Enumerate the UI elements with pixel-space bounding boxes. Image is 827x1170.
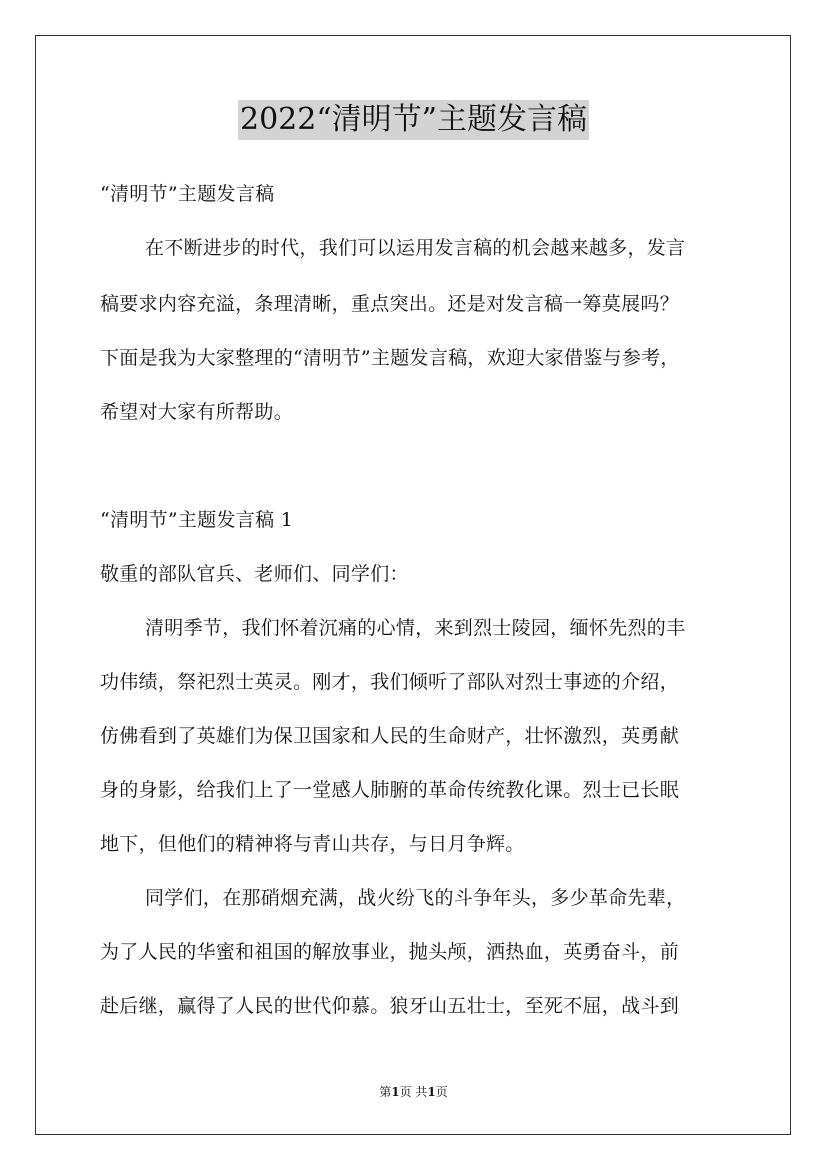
page-footer [0, 1084, 827, 1100]
intro-line: 希望对大家有所帮助。 [100, 401, 294, 423]
footer-page-unit: 页 [399, 1085, 412, 1099]
paragraph1-line: 功伟绩，祭祀烈士英灵。刚才，我们倾听了部队对烈士事迹的介绍， [100, 671, 680, 693]
document-title: 2022“清明节”主题发言稿 [238, 100, 589, 140]
intro-line: 稿要求内容充溢，条理清晰，重点突出。还是对发言稿一筹莫展吗？ [100, 293, 680, 315]
title-container [0, 100, 827, 140]
paragraph2-line: 为了人民的华蜜和祖国的解放事业，抛头颅，洒热血，英勇奋斗，前 [100, 941, 680, 963]
paragraph1-line: 身的身影，给我们上了一堂感人肺腑的革命传统教化课。烈士已长眠 [100, 779, 680, 801]
footer-total-unit: 页 [435, 1085, 448, 1099]
footer-page-number: 1 [391, 1085, 400, 1099]
footer-total-pages: 1 [427, 1085, 436, 1099]
intro-line: 下面是我为大家整理的“清明节”主题发言稿，欢迎大家借鉴与参考， [100, 347, 680, 369]
footer-prefix: 第 [379, 1085, 392, 1099]
paragraph2-line: 赴后继，赢得了人民的世代仰慕。狼牙山五壮士，至死不屈，战斗到 [100, 995, 680, 1017]
paragraph2-line: 同学们，在那硝烟充满，战火纷飞的斗争年头，多少革命先辈， [145, 887, 686, 909]
document-subtitle: “清明节”主题发言稿 [100, 183, 275, 205]
paragraph1-line: 仿佛看到了英雄们为保卫国家和人民的生命财产，壮怀激烈，英勇献 [100, 725, 680, 747]
salutation: 敬重的部队官兵、老师们、同学们： [100, 563, 409, 585]
section-heading: “清明节”主题发言稿 1 [100, 509, 294, 531]
paragraph1-line: 清明季节，我们怀着沉痛的心情，来到烈士陵园，缅怀先烈的丰 [145, 617, 686, 639]
intro-line: 在不断进步的时代，我们可以运用发言稿的机会越来越多，发言 [145, 237, 686, 259]
paragraph1-line: 地下，但他们的精神将与青山共存，与日月争辉。 [100, 833, 525, 855]
footer-total-prefix: 共 [415, 1085, 428, 1099]
